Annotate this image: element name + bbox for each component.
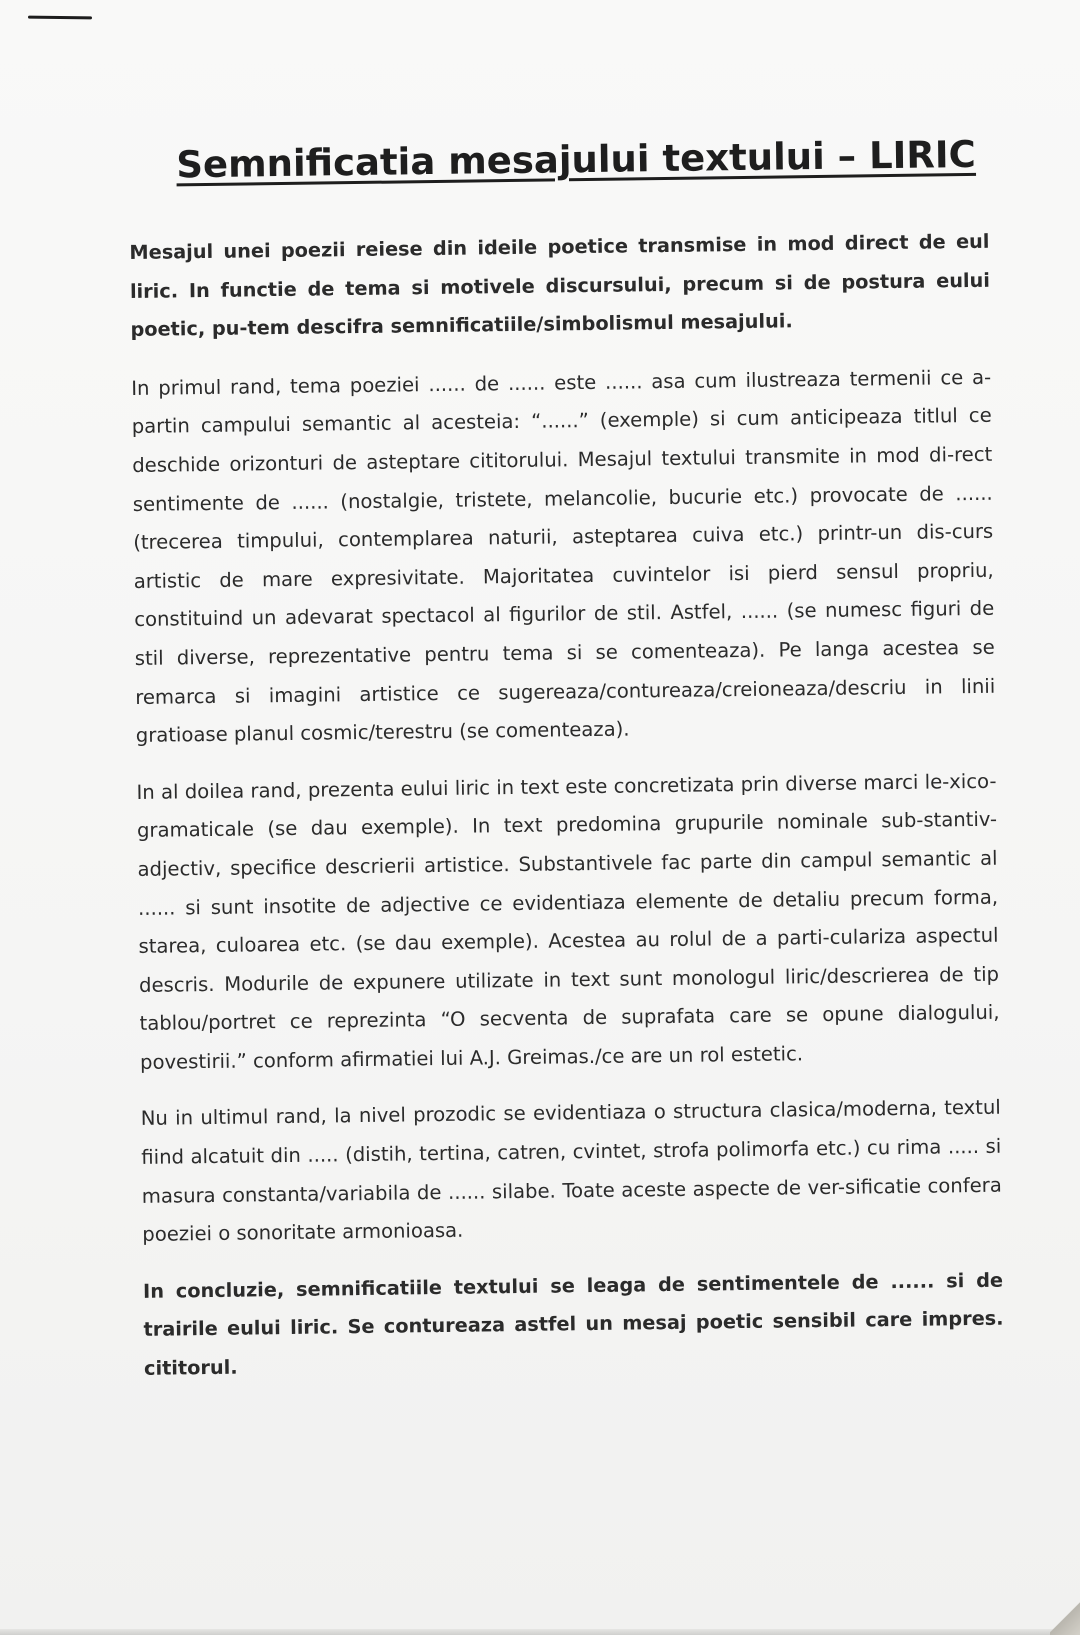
scan-edge-mark xyxy=(28,16,92,20)
page-bottom-edge xyxy=(0,1629,1080,1635)
paragraph-theme: In primul rand, tema poeziei ...... de ...... este ...... asa cum ilustreaza termenii ce a-partin campului semantic al acesteia: “......” (exemple) si cum anticipeaza titlul ce deschide orizonturi de asteptare cititorului. Mesajul textului transmite in mod di-rect sentimente de ...... (nostalgie, tristete, melancolie, bucurie etc.) provocate de ...... (trecerea timpului, contemplarea naturii, asteptarea cuiva etc.) printr-un dis-curs artistic de mare expresivitate. Majoritatea cuvintelor isi pierd sensul propriu, constituind un adevarat spectacol al figurilor de stil. Astfel, ...... (se numesc figuri de stil diverse, reprezentative pentru tema si se comenteaza). Pe langa acestea se remarca si imagini artistice ce sugereaza/contureaza/creioneaza/descriu in linii gratioase planul cosmic/terestru (se comenteaza). xyxy=(131,365,996,748)
document-body xyxy=(128,129,1004,1389)
paragraph-prosody: Nu in ultimul rand, la nivel prozodic se evidentiaza o structura clasica/moderna, textul fiind alcatuit din ..... (distih, tertina, catren, cvintet, strofa polimorfa etc.) cu rima ..... si masura constanta/variabila de ...... silabe. Toate aceste aspecte de ver-sificatie confera poeziei o sonoritate armonioasa. xyxy=(140,1096,1002,1247)
intro-paragraph: Mesajul unei poezii reiese din ideile poetice transmise in mod direct de eul liric. In functie de tema si motivele discursului, precum si de postura eului poetic, pu-tem descifra semnificatiile/simbolismul mesajului. xyxy=(129,229,991,342)
paragraph-lyrical-self: In al doilea rand, prezenta eului liric in text este concretizata prin diverse marci le-xico-gramaticale (se dau exemple). In text predomina grupurile nominale sub-stantiv-adjectiv, specifice descrierii artistice. Substantivele fac parte din campul semantic al ...... si sunt insotite de adjective ce evidentiaza elemente de detaliu precum forma, starea, culoarea etc. (se dau exemple). Acestea au rolul de a parti-culariza aspectul descris. Modurile de expunere utilizate in text sunt monologul liric/descrierea de tip tablou/portret ce reprezinta “O secventa de suprafata care se opune dialogului, povestirii.” conform afirmatiei lui A.J. Greimas./ce are un rol estetic. xyxy=(136,769,1000,1074)
document-title: Semnificatia mesajului textului – LIRIC xyxy=(176,132,977,187)
page-corner-fold xyxy=(1050,1601,1080,1635)
conclusion-paragraph: In concluzie, semnificatiile textului se leaga de sentimentele de ...... si de trairile eului liric. Se contureaza astfel un mesaj poetic sensibil care impres. cititorul. xyxy=(142,1268,1004,1380)
